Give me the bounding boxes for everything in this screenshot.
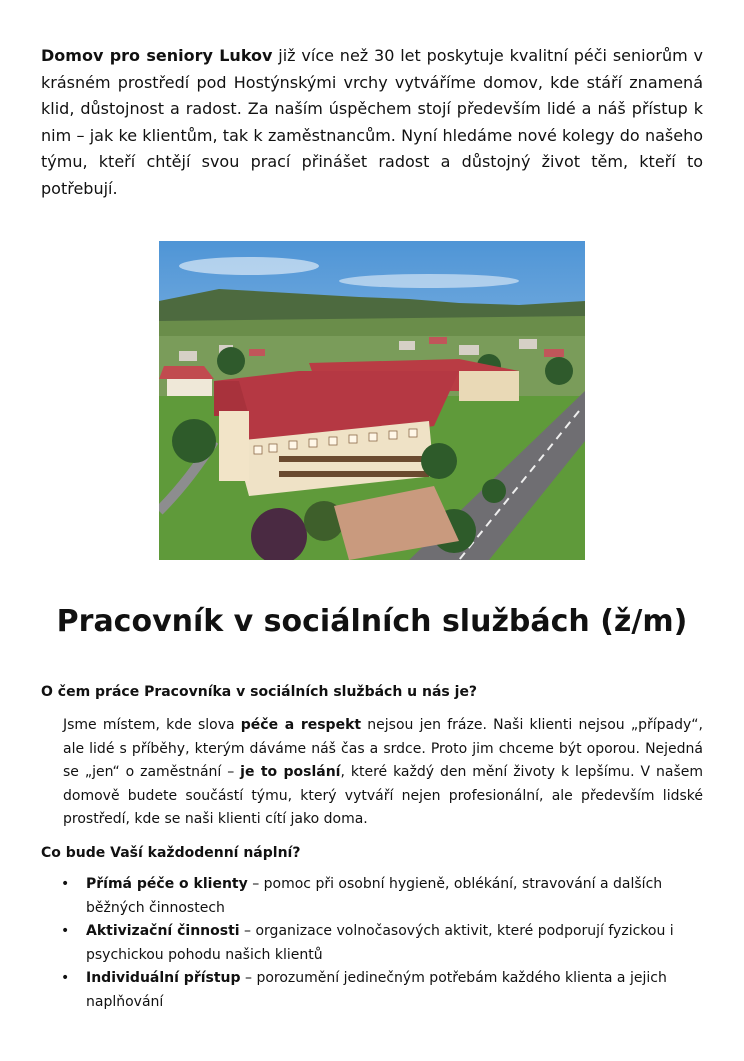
duties-heading: Co bude Vaší každodenní náplní? — [41, 845, 301, 861]
duty-item — [41, 873, 703, 920]
about-heading: O čem práce Pracovníka v sociálních službách u nás je? — [41, 684, 478, 700]
about-paragraph — [63, 714, 703, 832]
intro-text: již více než 30 let poskytuje kvalitní péči seniorům v krásném prostředí pod Hostýnskými vrchy vytváříme domov, kde stáří znamená klid, důstojnost a radost. Za naším úspěchem stojí především lidé a náš přístup k nim – jak ke klientům, tak k zaměstnancům. Nyní hledáme nové kolegy do našeho týmu, kteří chtějí svou prací přinášet radost a důstojný život těm, kteří to potřebují. — [41, 46, 703, 198]
job-title: Pracovník v sociálních službách (ž/m) — [56, 604, 688, 639]
intro-paragraph — [41, 43, 703, 202]
duty-title: Aktivizační činnosti — [86, 923, 240, 939]
about-bold-1: péče a respekt — [240, 717, 362, 733]
duty-text: – pomoc při osobní hygieně, oblékání, stravování a dalších běžných činnostech — [86, 876, 663, 916]
duty-text: – organizace volnočasových aktivit, které podporují fyzickou i psychickou pohodu našich klientů — [86, 923, 674, 963]
about-bold-2: je to poslání — [240, 764, 341, 780]
duties-list — [41, 873, 703, 1014]
about-text-1: Jsme místem, kde slova — [63, 717, 241, 733]
org-name: Domov pro seniory Lukov — [41, 46, 273, 65]
about-text-2: nejsou jen fráze. Naši klienti nejsou „případy“, ale lidé s příběhy, kterým dáváme náš čas a srdce. Proto jim chceme být oporou. Nejedná se „jen“ o zaměstnání – — [63, 717, 703, 780]
building-aerial-photo — [159, 241, 585, 560]
about-text-3: , které každý den mění životy k lepšímu. V našem domově budete součástí týmu, který vytváří nejen profesionální, ale především lidské prostředí, kde se naši klienti cítí jako doma. — [63, 764, 704, 827]
duty-title: Individuální přístup — [86, 970, 241, 986]
bullet-icon: • — [61, 876, 70, 892]
duty-title: Přímá péče o klienty — [86, 876, 248, 892]
bullet-icon: • — [61, 970, 70, 986]
duty-item — [41, 967, 703, 1014]
duty-text: – porozumění jedinečným potřebám každého klienta a jejich naplňování — [86, 970, 667, 1010]
duty-item — [41, 920, 703, 967]
bullet-icon: • — [61, 923, 70, 939]
